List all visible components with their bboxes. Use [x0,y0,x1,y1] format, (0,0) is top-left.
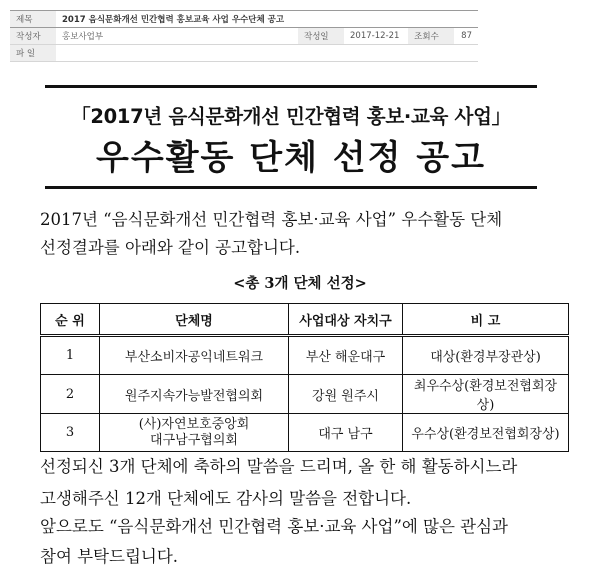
row-name: 원주지속가능발전협의회 [100,375,289,414]
row-name-line-2: 대구남구협의회 [150,432,238,448]
views-label: 조회수 [408,28,454,45]
header-note: 비 고 [403,304,569,336]
post-views: 87 [454,28,478,45]
closing-line-1: 선정되신 3개 단체에 축하의 말씀을 드리며, 올 한 해 활동하시느라 [40,457,518,476]
date-label: 작성일 [298,28,344,45]
author-label: 작성자 [10,28,56,45]
document-title: 우수활동 단체 선정 공고 [96,138,486,178]
table-row [41,336,569,375]
row-name-line-1: (사)자연보호중앙회 [138,416,250,432]
closing-line-2: 고생해주신 12개 단체에도 감사의 말씀을 전합니다. [40,489,412,508]
subject-label: 제목 [10,11,56,28]
header-rank: 순 위 [41,304,100,336]
file-attachment-area [56,45,478,62]
row-name [100,414,289,452]
row-note: 우수상(환경보전협회장상) [403,414,569,452]
table-row [41,414,569,452]
document-heading: 「2017년 음식문화개선 민간협력 홍보·교육 사업」 [71,105,511,128]
results-header-row [41,304,569,336]
intro-line-2: 선정결과를 아래와 같이 공고합니다. [40,238,301,257]
row-note: 대상(환경부장관상) [403,336,569,375]
row-district: 대구 남구 [289,414,403,452]
closing-line-3: 앞으로도 “음식문화개선 민간협력 홍보·교육 사업”에 많은 관심과 [40,517,508,536]
row-note: 최우수상(환경보전협회장상) [403,375,569,414]
row-district: 강원 원주시 [289,375,403,414]
document-top-rule [45,85,537,88]
post-meta-table [10,10,478,62]
selection-subheading: <총 3개 단체 선정> [233,275,367,292]
table-row [41,375,569,414]
subject-row [10,11,478,28]
file-row [10,45,478,62]
post-subject: 2017 음식문화개선 민간협력 홍보교육 사업 우수단체 공고 [56,11,478,28]
author-row [10,28,478,45]
intro-line-1: 2017년 “음식문화개선 민간협력 홍보·교육 사업” 우수활동 단체 [40,210,503,229]
results-table [40,303,569,452]
header-district: 사업대상 자치구 [289,304,403,336]
row-district: 부산 해운대구 [289,336,403,375]
document-bottom-rule [45,186,537,189]
row-rank: 2 [41,375,100,414]
closing-line-4: 참여 부탁드립니다. [40,547,179,566]
header-name: 단체명 [100,304,289,336]
post-author: 홍보사업부 [56,28,298,45]
file-label: 파 일 [10,45,56,62]
row-name: 부산소비자공익네트워크 [100,336,289,375]
post-date: 2017-12-21 [344,28,408,45]
row-rank: 3 [41,414,100,452]
row-rank: 1 [41,336,100,375]
